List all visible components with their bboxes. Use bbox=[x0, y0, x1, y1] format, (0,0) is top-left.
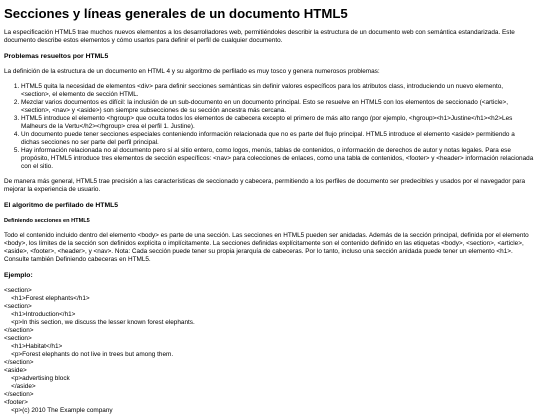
code-line: <p>advertising block bbox=[4, 375, 70, 382]
code-line: </section> bbox=[4, 359, 34, 366]
code-line: <p>(c) 2010 The Example company bbox=[4, 407, 113, 414]
list-item: 5. Hay información relacionada no al documento pero sí al sitio entero, como logos, menús, tablas de contenidos, o información de derechos de autor y notas legales. Para ese propósito, HTML5 introduce tres elementos de sección específicos: <nav> para colecciones de enlaces, como una tabla de contenidos, <footer> y <header> información relacionada con el sitio. bbox=[21, 147, 534, 171]
problems-conclusion-paragraph: De manera más general, HTML5 trae precisión a las características de seccionado y cabecera, permitiendo a los perfiles de documento ser predecibles y usados por el navegador para mejorar la experiencia de usuario. bbox=[4, 178, 526, 193]
code-line: <footer> bbox=[4, 399, 28, 406]
section-heading-algorithm: El algoritmo de perfilado de HTML5 bbox=[4, 202, 119, 209]
page-title: Secciones y líneas generales de un documento HTML5 bbox=[4, 6, 348, 21]
section-heading-problems: Problemas resueltos por HTML5 bbox=[4, 53, 109, 60]
code-line: <p>Forest elephants do not live in trees but among them. bbox=[4, 351, 174, 358]
intro-paragraph: La especificación HTML5 trae muchos nuevos elementos a los desarrolladores web, permitiéndoles describir la estructura de un documento web con semántica estandarizada. Este documento describe estos elementos y cómo usarlos para definir el perfil de cualquier documento. bbox=[4, 29, 515, 44]
code-line: <section> bbox=[4, 303, 32, 310]
problems-intro-paragraph: La definición de la estructura de un documento en HTML 4 y su algoritmo de perfilado es muy tosco y genera numerosos problemas: bbox=[4, 68, 380, 75]
example-heading: Ejemplo: bbox=[4, 272, 33, 279]
code-line: </section> bbox=[4, 327, 34, 334]
list-item: 2. Mezclar varios documentos es difícil: la inclusión de un sub-documento en un documento principal. Esto se resuelve en HTML5 con los elementos de seccionado (<article>, <section>, <nav> y <aside>) son siempre subsecciones de su sección ancestra más cercana. bbox=[21, 99, 534, 115]
defining-sections-paragraph: Todo el contenido incluido dentro del elemento <body> es parte de una sección. Las secciones en HTML5 pueden ser anidadas. Además de la sección principal, definida por el elemento <body>, los límites de la sección son definidos explícita o implícitamente. La secciones definidas explícitamente son el contenido definido en las etiquetas <body>, <section>, <article>, <aside>, <footer>, <header>, y <nav>. Nota: Cada sección puede tener su propia jerarquía de cabeceras. Por lo tanto, incluso una sección anidada puede tener un elemento <h1>. Consulte también Definiendo cabeceras en HTML5. bbox=[4, 232, 529, 263]
list-item: 1. HTML5 quita la necesidad de elementos <div> para definir secciones semánticas sin definir valores específicos para los atributos class, introduciendo un nuevo elemento, <section>, el elemento de sección HTML. bbox=[21, 83, 534, 99]
code-line: <h1>Habitat</h1> bbox=[4, 343, 63, 350]
code-line: </section> bbox=[4, 391, 34, 398]
list-item: 4. Un documento puede tener secciones especiales conteniendo información relacionada que no es parte del flujo principal. HTML5 introduce el elemento <aside> permitiendo a dichas secciones no ser parte del perfil principal. bbox=[21, 131, 534, 147]
code-line: <p>In this section, we discuss the lesser known forest elephants. bbox=[4, 319, 195, 326]
code-line: <h1>Forest elephants</h1> bbox=[4, 295, 90, 302]
subsection-heading-defining-sections: Definiendo secciones en HTML5 bbox=[4, 218, 90, 224]
code-line: <h1>Introduction</h1> bbox=[4, 311, 76, 318]
list-item: 3. HTML5 introduce el elemento <hgroup> que oculta todos los elementos de cabecera excepto el primero de más alto rango (por ejemplo, <hgroup><h1>Justine</h1><h2>Les Malheurs de la Vertu</h2></hgroup> crea el perfil 1. Justine). bbox=[21, 115, 534, 131]
problems-list bbox=[4, 83, 534, 171]
code-line: <section> bbox=[4, 287, 32, 294]
code-line: </aside> bbox=[4, 383, 36, 390]
code-example bbox=[4, 287, 534, 415]
code-line: <aside> bbox=[4, 367, 27, 374]
code-line: <section> bbox=[4, 335, 32, 342]
